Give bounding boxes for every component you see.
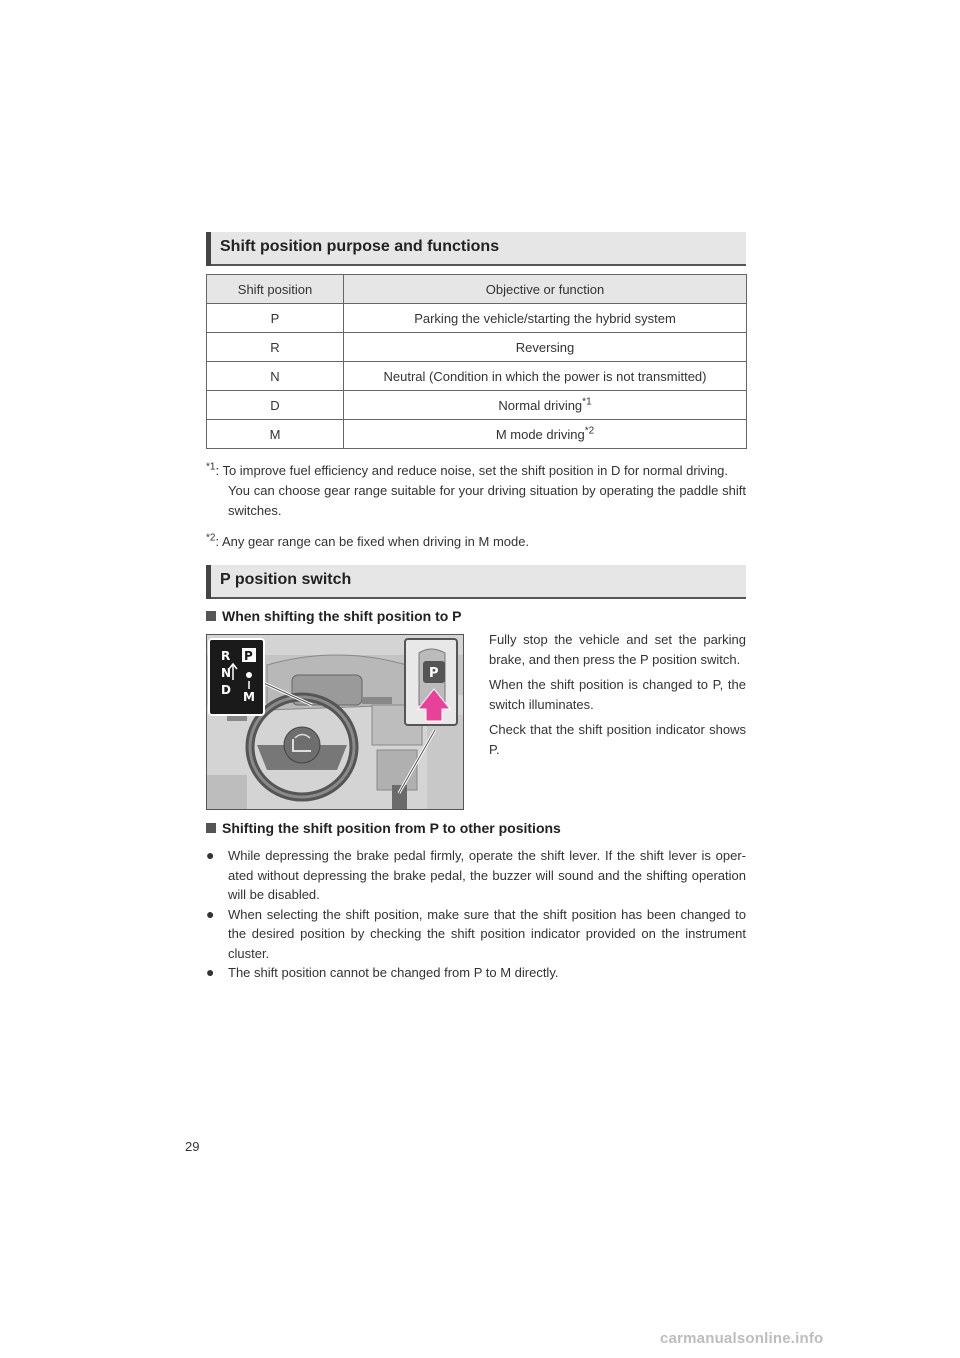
subsection-title: Shifting the shift position from P to other positions xyxy=(222,820,561,836)
instruction-paragraph: When the shift position is changed to P, the switch illuminates. xyxy=(489,677,746,712)
section-title: P position switch xyxy=(220,571,352,588)
subsection-heading xyxy=(206,608,462,624)
section-heading-shift-position xyxy=(206,232,746,266)
footnote-label: *2 xyxy=(206,532,216,544)
table-row xyxy=(207,333,747,362)
bullet-text: When selecting the shift position, make sure that the shift position has been changed to the desired position by checking the shift position indicator provided on the instrument cluster. xyxy=(228,906,746,961)
bullet-icon: ● xyxy=(206,905,215,922)
function-text: Neutral (Condition in which the power is not transmitted) xyxy=(383,368,707,384)
footnote-ref: *1 xyxy=(582,396,592,408)
table-row xyxy=(207,304,747,333)
bullet-icon: ● xyxy=(206,847,215,863)
bullet-text: The shift position cannot be changed from P to M directly. xyxy=(228,965,559,980)
square-bullet-icon xyxy=(206,823,216,833)
shift-position-table xyxy=(206,274,747,449)
indicator-p: P xyxy=(244,649,253,663)
list-item xyxy=(206,905,746,964)
subsection-heading xyxy=(206,820,561,836)
bullet-text: While depressing the brake pedal firmly, operate the shift lever. If the shift lever is oper-ated without depressing the brake pedal, the buzzer will sound and the shifting operation will be disabled. xyxy=(228,848,746,902)
page-number: 29 xyxy=(185,1139,200,1154)
function-text: Parking the vehicle/starting the hybrid system xyxy=(414,310,676,326)
footnote-ref: *2 xyxy=(584,425,595,437)
indicator-r: R xyxy=(221,649,231,663)
function-text: M mode driving xyxy=(495,426,585,442)
indicator-m: M xyxy=(243,690,255,704)
shift-position-cell: M xyxy=(207,420,344,449)
footnote-1 xyxy=(206,461,746,521)
indicator-d: D xyxy=(221,683,231,697)
shift-position-cell: N xyxy=(207,362,344,391)
table-row xyxy=(207,362,747,391)
function-cell xyxy=(344,304,747,333)
section-heading-p-position-switch xyxy=(206,565,746,599)
footnote-2 xyxy=(206,532,746,552)
footnote-text: : Any gear range can be fixed when driving in M mode. xyxy=(215,534,530,549)
heading-bar xyxy=(206,232,211,266)
watermark: carmanualsonline.info xyxy=(660,1330,824,1347)
cockpit-illustration xyxy=(206,634,464,810)
column-header: Objective or function xyxy=(344,275,747,304)
dashboard-figure xyxy=(207,635,463,809)
footnote-continuation: You can choose gear range suitable for your driving situation by operating the paddle shift switches. xyxy=(228,483,746,518)
list-item xyxy=(206,846,746,905)
table-row xyxy=(207,420,747,449)
footnote-label: *1 xyxy=(206,461,216,473)
instruction-paragraph: Fully stop the vehicle and set the parking brake, and then press the P position switch. xyxy=(489,632,746,667)
square-bullet-icon xyxy=(206,611,216,621)
p-switch-label: P xyxy=(429,666,439,681)
bullet-icon: ● xyxy=(206,964,215,980)
function-text: Reversing xyxy=(515,339,575,355)
function-cell xyxy=(344,333,747,362)
shift-position-cell: P xyxy=(207,304,344,333)
table-header-row xyxy=(207,275,747,304)
shift-position-cell: R xyxy=(207,333,344,362)
function-text: Normal driving xyxy=(498,397,583,413)
indicator-n: N xyxy=(221,666,232,680)
bullet-list xyxy=(206,846,746,983)
table-row xyxy=(207,391,747,420)
function-cell xyxy=(344,420,747,449)
function-cell xyxy=(344,391,747,420)
shift-position-cell: D xyxy=(207,391,344,420)
instruction-paragraph: Check that the shift position indicator shows P. xyxy=(489,722,746,757)
subsection-title: When shifting the shift position to P xyxy=(222,608,462,624)
section-title: Shift position purpose and functions xyxy=(220,238,500,255)
footnote-text: : To improve fuel efficiency and reduce noise, set the shift position in D for normal driving. xyxy=(215,463,729,478)
list-item xyxy=(206,963,746,983)
column-header: Shift position xyxy=(207,275,344,304)
heading-bar xyxy=(206,565,211,599)
function-cell xyxy=(344,362,747,391)
